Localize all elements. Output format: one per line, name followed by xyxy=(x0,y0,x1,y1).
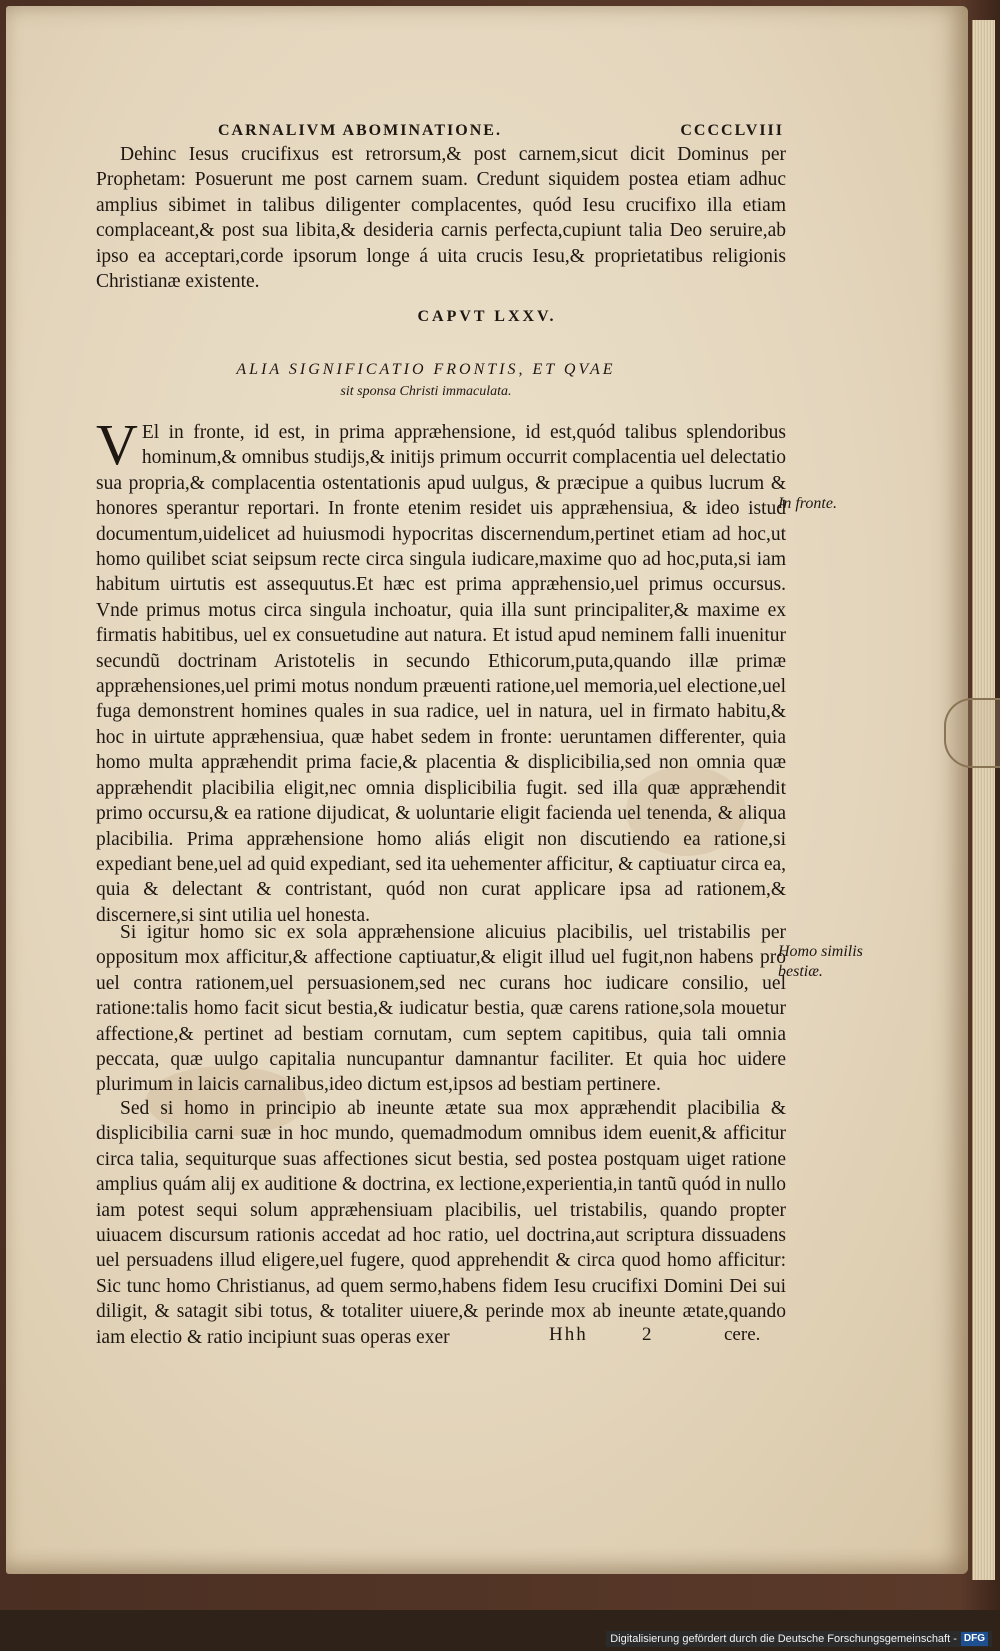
dfg-logo-icon: DFG xyxy=(961,1632,988,1646)
margin-note-in-fronte: In fronte. xyxy=(778,495,837,512)
margin-note-homo-similis xyxy=(778,942,863,982)
body-paragraph-3: Sed si homo in principio ab ineunte ætate sua mox appræhendit placibilia & displicibilia carni suæ in hoc mundo, quemadmodum omnibus idem euenit,& afficitur circa talia, sequiturque suas affectiones sicut bestia, sed postea postquam uiget ratione amplius quám alij ex auditione & doctrina, ex lectione,experientia,in tantũ quód in nullo iam potest sequi solum appræhensiuam placibilis, uel tristabilis, quando propter uiuacem discursum rationis accedat ad hoc ratio, uel doctrina,aut scriptura dissuadens uel persuadens illud eligere,uel fugere, quod apprehendit & circa quod homo afficitur: Sic tunc homo Christianus, ad quem sermo,habens fidem Iesu crucifixi Domini Dei sui diligit, & satagit sibi totus, & totaliter uiuere,& perinde mox ab ineunte ætate,quando iam electio & ratio incipiunt suas operas exer xyxy=(96,1098,786,1348)
body-paragraph-1-text: El in fronte, id est, in prima appræhensione, id est,quód talibus splendoribus hominum,& omnibus studijs,& initijs primum occurrit complacentia uel delectatio sua propria,& complacentia ostentationis apud uulgus, & præcipue a quibus lucrum & honores sperantur reportari. In fronte etenim residet uis appræhensiua, & ideo istud documentum,uidelicet ad huiusmodi hypocritas discernendum,pertinet etiam ad hoc,ut homo quilibet sciat seipsum recte circa singula iudicare,maxime quo ad hoc,puta,si iam habitum uirtutis est assequutus.Et hæc est prima appræhensio,uel primus occursus. Vnde primus motus circa singula inchoatur, quia illa sunt principaliter,& maxime ex firmatis habitibus, uel ex consuetudine aut natura. Et istud apud neminem falli inuenitur secundũ doctrinam Aristotelis in secundo Ethicorum,puta,quando illæ primæ appræhensiones,uel primi motus nondum præuenti ratione,uel memoria,uel electione,uel fuga demonstrent homines quales in sua radice, uel in natura, uel in firmato habitu,& hoc in uirtute appræhensiua, quæ habet sedem in fronte: ueruntamen differenter, quia homo multa appræhendit prima facie,& placentia & displicibilia,sed non omnia quæ appræhendit placibilia eligit,nec omnia displicibilia fugit. sed illa quæ appræhendit primo occursu,& ea ratione dijudicat, & uoluntarie eligit facienda uel tenenda, & aliqua placibilia. Prima appræhensione homo aliás eligit non discutiendo ea ratione,si expediant bene,uel ad quid expediant, sed ita uehementer afficitur, & captiuatur circa ea, quia & delectant & contristant, quód non curat applicare ipsa ad rationem,& discernere,si sint utilia uel honesta. xyxy=(96,422,786,926)
body-paragraph-2: Si igitur homo sic ex sola appræhensione alicuius placibilis, uel tristabilis per oppositum mox afficitur,& affectione captiuatur,& eligit illud uel fugit,non habens pro uel contra rationem,uel persuasionem,sed nec curans hoc iudicare consilio, uel ratione:talis homo facit sicut bestia,& iudicatur bestia, quæ carens ratione,sola mouetur affectione,& pertinet ad bestiam cornutam, cum septem capitibus, quia tali omnia peccata, quæ uulgo capitalia nuncupantur damnantur faciliter. Et quia hoc uidere plurimum in laicis carnalibus,ideo dictum est,ipsos ad bestiam pertinere. xyxy=(96,922,786,1096)
viewer-footer xyxy=(0,1610,1000,1651)
book-clasp xyxy=(944,698,1000,768)
running-title: CARNALIVM ABOMINATIONE. xyxy=(218,122,502,139)
book-page xyxy=(6,6,968,1574)
signature-mark: Hhh xyxy=(549,1324,588,1345)
drop-cap: V xyxy=(96,412,138,477)
credit-text: Digitalisierung gefördert durch die Deutsche Forschungsgemeinschaft - xyxy=(610,1633,957,1645)
opening-paragraph: Dehinc Iesus crucifixus est retrorsum,& post carnem,sicut dicit Dominus per Prophetam: Posuerunt me post carnem suam. Credunt siquidem postea etiam adhuc amplius sibimet in talibus diligenter complacentes, quód Iesu crucifixo illa etiam complaceant,& post sua libita,& desideria carnis perfecta,cupiunt talia Deo seruire,ab ipso ea acceptari,corde ipsorum longe á uita crucis Iesu,& proprietatibus religionis Christianæ existente. xyxy=(96,144,786,293)
signature-number: 2 xyxy=(642,1324,652,1345)
catchword: cere. xyxy=(724,1324,761,1345)
body-paragraph-1 xyxy=(96,412,786,928)
margin-note-line: bestiæ. xyxy=(778,963,823,980)
chapter-heading: CAPVT LXXV. xyxy=(417,308,557,325)
margin-note-line: Homo similis xyxy=(778,943,863,960)
page-edges xyxy=(972,20,995,1580)
folio-number: CCCCLVIII xyxy=(680,122,784,139)
running-header xyxy=(218,122,784,140)
chapter-title: ALIA SIGNIFICATIO FRONTIS, ET QVAE xyxy=(236,361,616,378)
digitization-credit xyxy=(606,1631,992,1647)
chapter-title-line2: sit sponsa Christi immaculata. xyxy=(340,384,512,399)
